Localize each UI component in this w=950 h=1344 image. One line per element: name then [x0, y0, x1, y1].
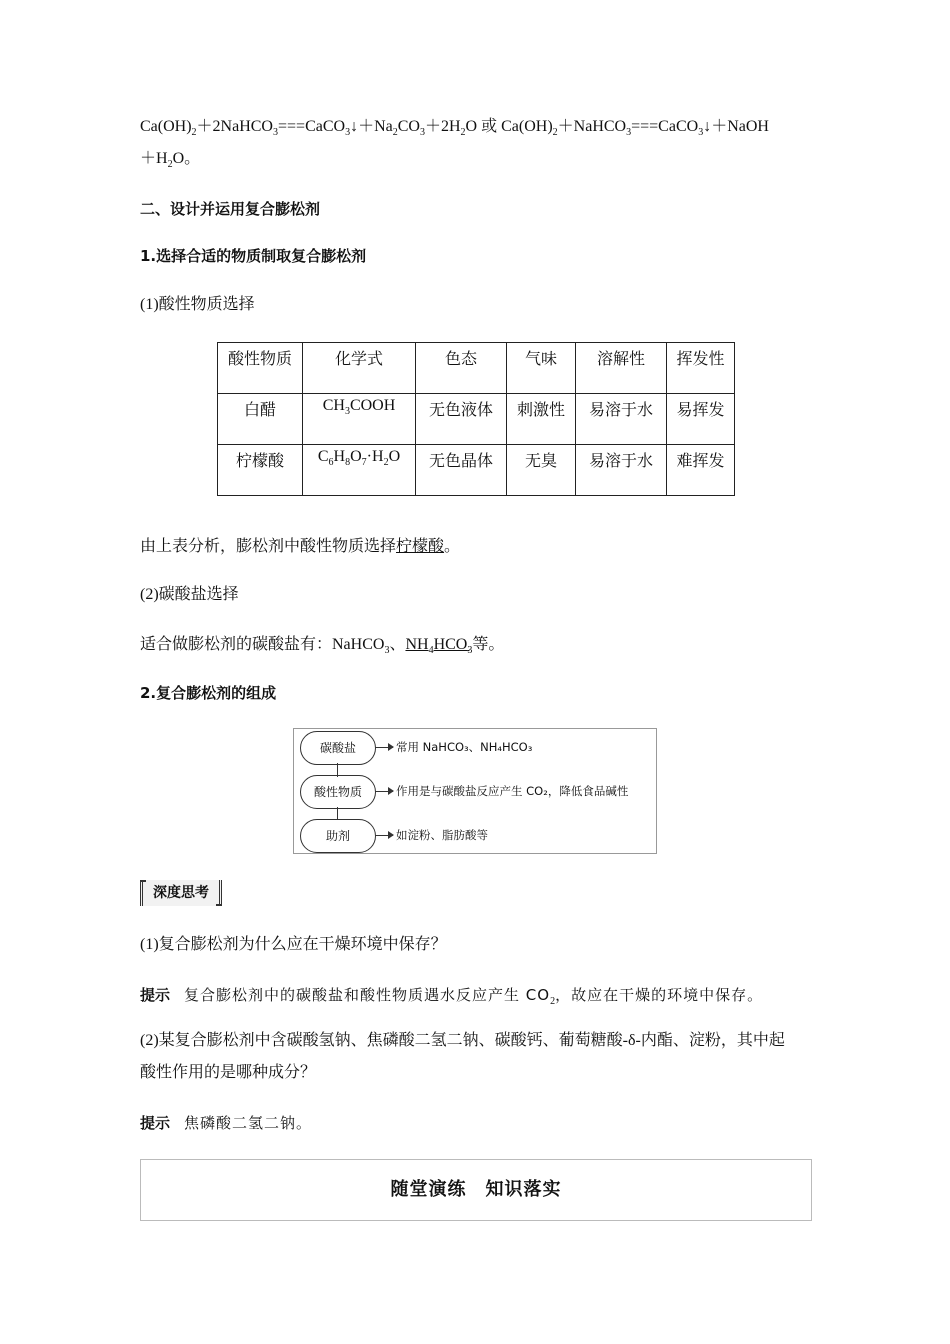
table-row	[218, 394, 735, 445]
table-header-cell: 酸性物质	[218, 343, 303, 394]
answer-2: 提示 焦磷酸二氢二钠。	[140, 1114, 313, 1132]
acid-properties-table	[217, 342, 735, 496]
subsection-title-2: 2.复合膨松剂的组成	[140, 684, 277, 702]
table-cell: 无色晶体	[416, 445, 507, 496]
table-cell: 易挥发	[667, 394, 735, 445]
node-acid-text: 作用是与碳酸盐反应产生 CO₂，降低食品碱性	[396, 784, 629, 798]
part-title-acid: (1)酸性物质选择	[140, 296, 255, 313]
analysis-sentence: 由上表分析，膨松剂中酸性物质选择柠檬酸。	[140, 538, 461, 555]
table-header-cell: 化学式	[303, 343, 416, 394]
table-cell: 柠檬酸	[218, 445, 303, 496]
node-acid: 酸性物质	[300, 775, 376, 809]
answer-1: 提示 复合膨松剂中的碳酸盐和酸性物质遇水反应产生 $CO_2$，故应在干燥的环境中保存。	[140, 986, 764, 1007]
answer-underlined: 柠檬酸	[396, 538, 445, 555]
table-cell: 无色液体	[416, 394, 507, 445]
table-header-row	[218, 343, 735, 394]
node-additive-text: 如淀粉、脂肪酸等	[396, 828, 488, 842]
question-2-line-1: (2)某复合膨松剂中含碳酸氢钠、焦磷酸二氢二钠、碳酸钙、葡萄糖酸-δ-内酯、淀粉，其中起	[140, 1032, 785, 1049]
node-carbonate-text: 常用 NaHCO₃、NH₄HCO₃	[396, 740, 533, 754]
table-cell: 白醋	[218, 394, 303, 445]
section-banner: 随堂演练 知识落实	[140, 1159, 812, 1221]
part-title-carbonate: (2)碳酸盐选择	[140, 586, 239, 603]
deep-think-tag: 深度思考	[140, 880, 222, 906]
equation-line-2: $+H_2O$。	[140, 150, 201, 170]
carbonate-sentence: 适合做膨松剂的碳酸盐有：NaHCO$_3$、$NH_4HCO_3$等。	[140, 636, 505, 656]
question-2-line-2: 酸性作用的是哪种成分？	[140, 1064, 317, 1081]
table-header-cell: 色态	[416, 343, 507, 394]
table-header-cell: 挥发性	[667, 343, 735, 394]
table-cell: 难挥发	[667, 445, 735, 496]
table-header-cell: 气味	[507, 343, 576, 394]
table-cell-formula: $C_6H_8O_7\cdot H_2O$	[303, 445, 416, 496]
node-carbonate: 碳酸盐	[300, 731, 376, 765]
table-cell: 易溶于水	[576, 394, 667, 445]
table-cell: 无臭	[507, 445, 576, 496]
leavening-composition-diagram	[293, 728, 657, 854]
table-cell: 刺激性	[507, 394, 576, 445]
question-1: (1)复合膨松剂为什么应在干燥环境中保存？	[140, 936, 447, 953]
section-title: 二、设计并运用复合膨松剂	[140, 200, 321, 218]
table-row	[218, 445, 735, 496]
subsection-title-1: 1.选择合适的物质制取复合膨松剂	[140, 247, 367, 265]
table-cell: 易溶于水	[576, 445, 667, 496]
hint-label: 提示	[140, 986, 171, 1004]
hint-label: 提示	[140, 1114, 171, 1132]
answer-underlined: $NH_4HCO_3$	[405, 636, 473, 656]
arrow-icon	[375, 747, 393, 748]
node-additive: 助剂	[300, 819, 376, 853]
equation-line-1: $Ca(OH)_2+2NaHCO_3===CaCO_3↓+Na_2CO_3+2H_2O$ 或 $Ca(OH)_2+NaHCO_3===CaCO_3↓+NaOH$	[140, 118, 769, 138]
table-header-cell: 溶解性	[576, 343, 667, 394]
arrow-icon	[375, 791, 393, 792]
table-cell-formula: $CH_3COOH$	[303, 394, 416, 445]
arrow-icon	[375, 835, 393, 836]
